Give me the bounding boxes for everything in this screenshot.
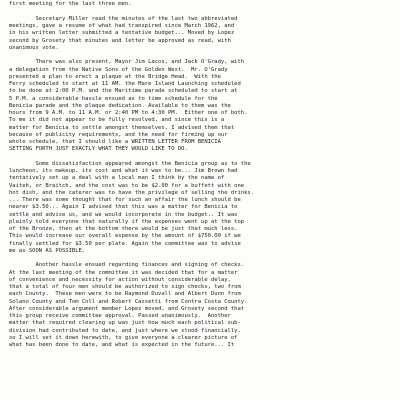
paragraph-3 xyxy=(9,59,397,153)
text-line: what has been done to date, and what is expected in the future... It xyxy=(9,342,235,348)
text-line: that a total of four men should be authorized to sign checks, two from xyxy=(9,284,241,290)
paragraph-gap xyxy=(9,52,397,59)
text-line: Vaiteh, or Braitch, and the cost was to be $2.00 for a buffett with one xyxy=(9,182,245,189)
text-line: ... There was some thought that for such an affair the lunch should be xyxy=(9,197,241,203)
text-line: Secretary Miller read the minutes of the last two abbreviated xyxy=(9,15,238,22)
text-line: Benicia parade and the plaque dedication. Available to them was the xyxy=(9,102,231,109)
text-line: unanimous vote. xyxy=(9,44,59,51)
paragraph-5 xyxy=(9,262,397,349)
text-line: matter for Benicia to settle amongst themselves, I advised them that xyxy=(9,124,235,131)
paragraph-gap xyxy=(9,154,397,161)
text-line: hours from 9 A.M. to 11 A.M. or 2:40 PM to 4:30 PM. Either one of both. xyxy=(9,110,248,116)
document-body xyxy=(9,0,397,349)
text-line: division had contributed to date, and just where we stood financially, xyxy=(9,327,241,334)
text-line: Some dissatisfaction appeared amongst the Benicia group as to the xyxy=(9,160,251,167)
text-line: presented a plan to erect a plaque at the Bridge Head. With the xyxy=(9,73,221,80)
paragraph-4 xyxy=(9,161,397,255)
paragraph-gap xyxy=(9,255,397,262)
text-line: a delegation from the Native Sons of the Golden West. Mr. O'Grady xyxy=(9,66,228,73)
text-line: This would increase our overall expense by the amount of $750.00 if we xyxy=(9,233,241,240)
text-line: plainly told everyone that naturally if the expenses went up at the top xyxy=(9,218,245,225)
text-line: to be done at 2:00 P.M. and the Maritime parade scheduled to start at xyxy=(9,88,238,95)
text-line: of convenience and necessity for action without considerable delay, xyxy=(9,276,231,283)
text-line: Ferry scheduled to start at 11 AM. the Mare Island Launching scheduled xyxy=(9,81,241,87)
text-line: finally settled for $3.50 per plate. Again the committee was to advise xyxy=(9,240,241,247)
text-line: Solano County and Tom Coll and Robert Cassetti from Contra Costa County. xyxy=(9,298,248,305)
text-line: of the Bronze, then at the bottom there would be just that much less. xyxy=(9,226,238,232)
text-line: settle and advise us, and we would incorporate in the budget.. It was xyxy=(9,211,238,218)
text-line: After considerable argument member Lopez moved, and Grosety second that xyxy=(9,305,245,312)
text-line: At the last meeting of the committee it was decided that for a matter xyxy=(9,269,238,276)
text-line: second by Grosety that minutes and letter be approved as read, with xyxy=(9,37,231,44)
text-line: To me it did not appear to be fully resolved, and since this is a xyxy=(9,117,225,124)
text-line: because of publicity requirements, and the need for firming up our xyxy=(9,131,228,138)
text-line: me as SOON AS POSSIBLE. xyxy=(9,247,86,254)
paragraph-1 xyxy=(9,0,397,9)
text-line: meetings, gave a resume of what had transpired since March 1962, and xyxy=(9,23,235,29)
text-line: in his written letter submitted a tentative budget... Moved by Lopez xyxy=(9,30,235,37)
text-line: There was also present, Mayor Jim Lacos, and Jack O'Grady, with xyxy=(9,59,245,66)
text-line: so I will set it down herewith, to give everyone a clearer picture of xyxy=(9,334,238,341)
text-line: luncheon, its makeup, its cost and what it was to be... Jim Brown had xyxy=(9,168,238,174)
text-line: 5 P.M. a considerable hassle ensued as to time schedule for the xyxy=(9,95,218,102)
paragraph-2 xyxy=(9,16,397,52)
text-line: this group receive committee approval. Passed unanimously. Another xyxy=(9,313,231,319)
text-line: first meeting for the last three men. xyxy=(9,1,132,8)
text-line: nearer $3.50... Again I advised that this was a matter for Benicia to xyxy=(9,204,238,211)
text-line: hot dish, and the caterer was to have the privilege of selling the drinks. xyxy=(9,189,255,196)
text-line: Another hassle ensued regarding finances and signing of checks. xyxy=(9,262,245,269)
text-line: SETTING FORTH JUST EXACTLY WHAT THEY WOULD LIKE TO DO. xyxy=(9,146,188,153)
paragraph-gap xyxy=(9,9,397,16)
text-line: each County. These men were to be Raymond Duvall and Albert Dunn from xyxy=(9,291,241,298)
text-line: matter that required clearing up was just how much each political sub- xyxy=(9,320,241,327)
text-line: tentatively set up a deal with a local man I think by the name of xyxy=(9,175,225,182)
text-line: whole schedule, that I should like a WRITTEN LETTER FROM BENICIA xyxy=(9,139,221,145)
